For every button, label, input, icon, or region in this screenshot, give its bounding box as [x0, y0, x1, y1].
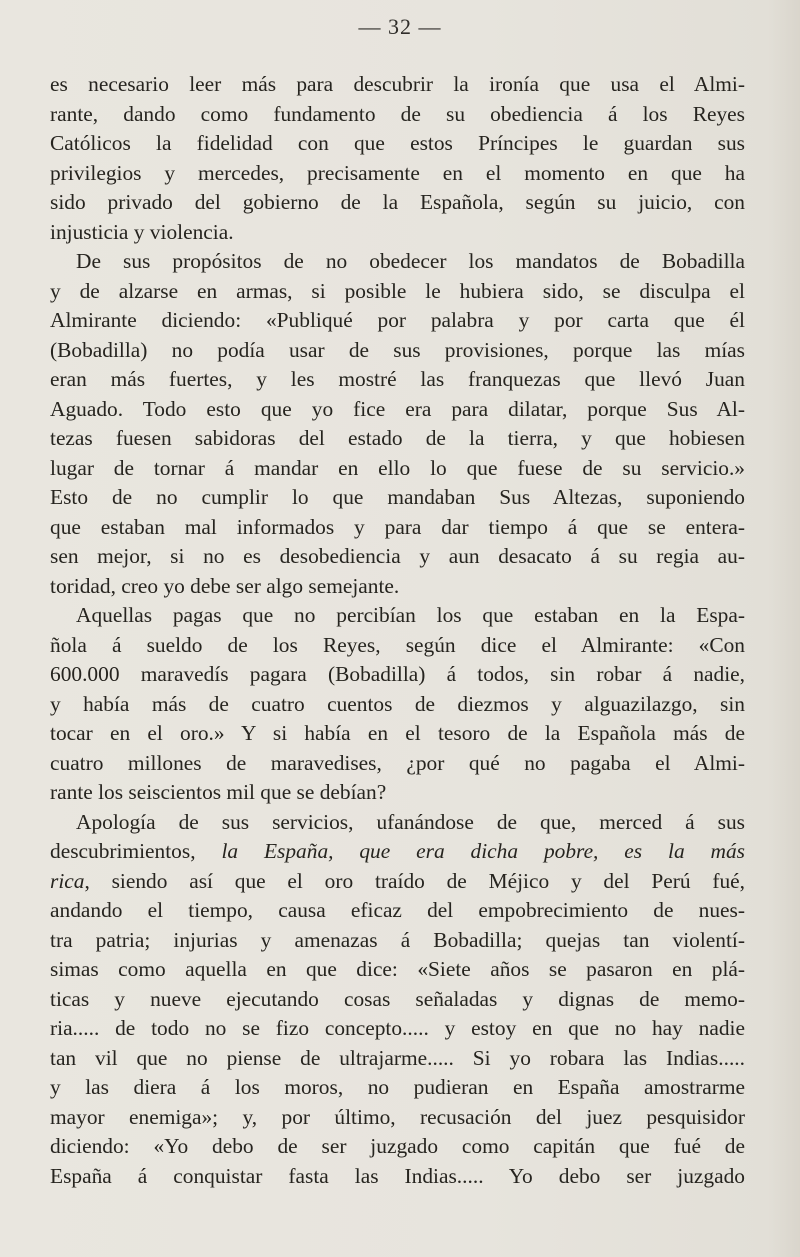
body-text: [50, 70, 745, 1191]
text-line: [50, 867, 745, 897]
italic-quote: rica: [50, 868, 85, 893]
text-line: Católicos la fidelidad con que estos Príncipes le guardan sus: [50, 131, 745, 155]
text-line: y las diera á los moros, no pudieran en España amostrarme: [50, 1075, 745, 1099]
text-line: 600.000 maravedís pagara (Bobadilla) á todos, sin robar á nadie,: [50, 662, 745, 686]
text-line: Almirante diciendo: «Publiqué por palabra y por carta que él: [50, 308, 745, 332]
text-run: , siendo así que el oro traído de Méjico y del Perú fué,: [84, 868, 745, 893]
text-run: descubrimientos,: [50, 839, 222, 863]
text-line: cuatro millones de maravedises, ¿por qué no pagaba el Almi-: [50, 750, 745, 775]
text-line: toridad, creo yo debe ser algo semejante.: [50, 573, 400, 598]
paragraph-start: Apología de sus servicios, ufanándose de que, merced á sus: [76, 809, 745, 834]
text-line: ñola á sueldo de los Reyes, según dice el Almirante: «Con: [50, 632, 745, 657]
text-line: (Bobadilla) no podía usar de sus provisiones, porque las mías: [50, 337, 745, 362]
text-line: andando el tiempo, causa eficaz del empobrecimiento de nues-: [50, 898, 745, 922]
text-line: Aguado. Todo esto que yo fice era para dilatar, porque Sus Al-: [50, 396, 745, 421]
text-line: ria..... de todo no se fizo concepto..... y estoy en que no hay nadie: [50, 1016, 745, 1040]
text-line: simas como aquella en que dice: «Siete años se pasaron en plá-: [50, 957, 745, 981]
text-line: mayor enemiga»; y, por último, recusación del juez pesquisidor: [50, 1104, 745, 1129]
text-line: injusticia y violencia.: [50, 219, 234, 244]
text-line: que estaban mal informados y para dar tiempo á que se entera-: [50, 514, 745, 539]
text-line: España á conquistar fasta las Indias..... Yo debo ser juzgado: [50, 1163, 745, 1188]
text-line: y había más de cuatro cuentos de diezmos y alguazilazgo, sin: [50, 691, 745, 716]
text-line: lugar de tornar á mandar en ello lo que fuese de su servicio.»: [50, 455, 745, 480]
text-line: Esto de no cumplir lo que mandaban Sus Altezas, suponiendo: [50, 485, 745, 509]
text-line: tra patria; injurias y amenazas á Bobadilla; quejas tan violentí-: [50, 927, 745, 952]
text-line: eran más fuertes, y les mostré las franquezas que llevó Juan: [50, 367, 745, 391]
italic-quote: la España, que era dicha pobre, es la más: [221, 839, 745, 863]
text-line: tezas fuesen sabidoras del estado de la tierra, y que hobiesen: [50, 426, 745, 450]
text-line: ticas y nueve ejecutando cosas señaladas y dignas de memo-: [50, 986, 745, 1011]
paragraph-start: Aquellas pagas que no percibían los que estaban en la Espa-: [76, 603, 745, 627]
text-line: y de alzarse en armas, si posible le hubiera sido, se disculpa el: [50, 278, 745, 303]
text-line: diciendo: «Yo debo de ser juzgado como capitán que fué de: [50, 1134, 745, 1158]
text-line: tan vil que no piense de ultrajarme..... Si yo robara las Indias.....: [50, 1045, 745, 1070]
page-number: — 32 —: [358, 14, 442, 39]
text-line: privilegios y mercedes, precisamente en el momento en que ha: [50, 160, 745, 185]
text-line: sen mejor, si no es desobediencia y aun desacato á su regia au-: [50, 544, 745, 568]
paragraph-start: De sus propósitos de no obedecer los mandatos de Bobadilla: [76, 249, 745, 273]
text-line: es necesario leer más para descubrir la ironía que usa el Almi-: [50, 72, 745, 96]
text-line: [50, 837, 745, 867]
text-line: sido privado del gobierno de la Española, según su juicio, con: [50, 190, 745, 214]
text-line: tocar en el oro.» Y si había en el tesoro de la Española más de: [50, 721, 745, 745]
text-line: rante, dando como fundamento de su obediencia á los Reyes: [50, 101, 745, 126]
text-line: rante los seiscientos mil que se debían?: [50, 780, 387, 804]
